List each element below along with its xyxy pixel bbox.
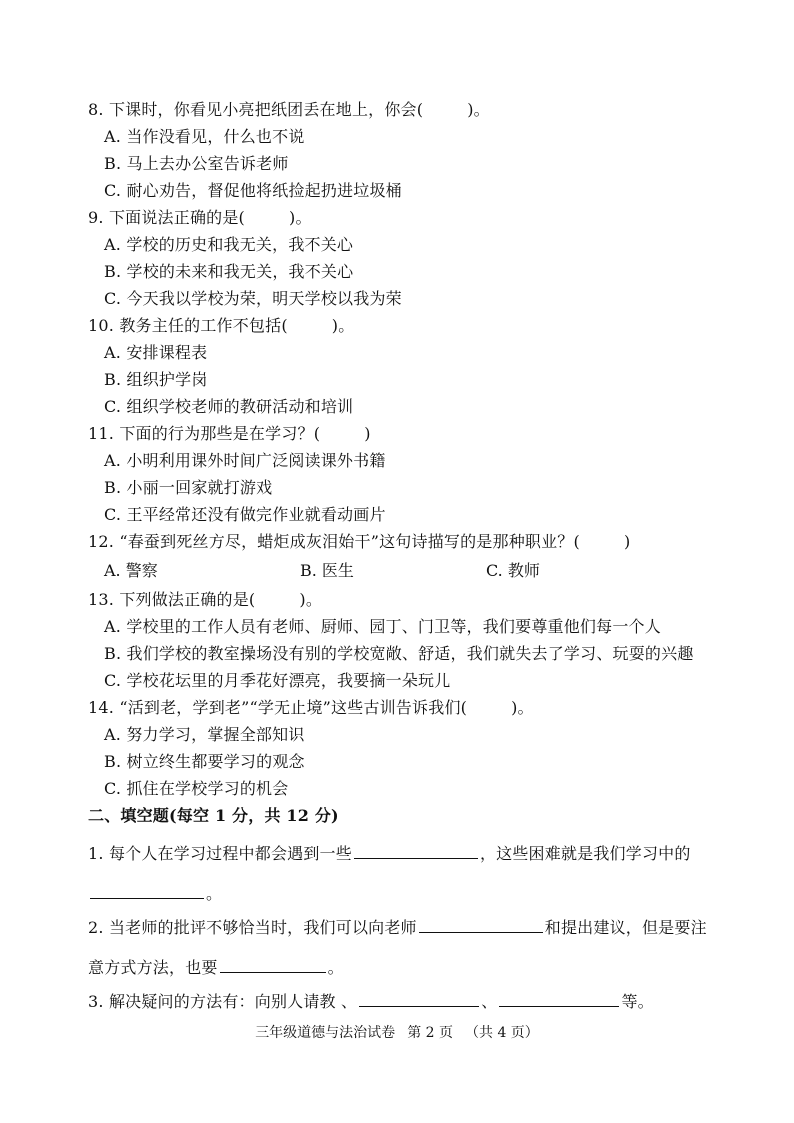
footer-title: 三年级道德与法治试卷 <box>255 1025 396 1041</box>
option: A. 学校里的工作人员有老师、厨师、园丁、门卫等，我们要尊重他们每一个人 <box>104 617 661 636</box>
paren-close: )。 <box>299 590 323 609</box>
option: C. 王平经常还没有做完作业就看动画片 <box>104 505 386 524</box>
question-13 <box>88 590 322 610</box>
fill-question-1-cont <box>88 882 222 904</box>
question-stem: 10. 教务主任的工作不包括( <box>88 316 288 335</box>
option: C. 耐心劝告，督促他将纸捡起扔进垃圾桶 <box>104 181 402 200</box>
fill-text: 1. 每个人在学习过程中都会遇到一些 <box>88 844 352 863</box>
fill-blank[interactable] <box>419 916 543 933</box>
option: A. 努力学习，掌握全部知识 <box>104 725 305 744</box>
fill-blank[interactable] <box>499 990 619 1007</box>
fill-text: 。 <box>206 884 223 903</box>
fill-question-2 <box>88 916 707 938</box>
fill-text: ，这些困难就是我们学习中的 <box>479 844 691 863</box>
paren-close: )。 <box>511 698 534 717</box>
question-stem: 13. 下列做法正确的是( <box>88 590 256 609</box>
option: A. 学校的历史和我无关，我不关心 <box>104 235 354 254</box>
question-10 <box>88 316 354 336</box>
question-14 <box>88 698 534 718</box>
option: C. 教师 <box>486 561 540 580</box>
fill-question-1 <box>88 842 691 864</box>
fill-blank[interactable] <box>354 842 478 859</box>
option: A. 当作没看见，什么也不说 <box>104 127 305 146</box>
option: A. 小明利用课外时间广泛阅读课外书籍 <box>104 451 386 470</box>
option: B. 树立终生都要学习的观念 <box>104 752 305 771</box>
option: B. 我们学校的教室操场没有别的学校宽敞、舒适，我们就失去了学习、玩耍的兴趣 <box>104 644 694 663</box>
fill-question-2-cont <box>88 956 344 978</box>
fill-text: 3. 解决疑问的方法有：向别人请教 、 <box>88 992 358 1011</box>
footer-page: 第 2 页 <box>407 1025 453 1041</box>
option-row <box>104 561 540 581</box>
question-stem: 12. “春蚕到死丝方尽，蜡炬成灰泪始干”这句诗描写的是那种职业？( <box>88 532 580 551</box>
fill-question-3 <box>88 990 654 1012</box>
fill-text: 2. 当老师的批评不够恰当时，我们可以向老师 <box>88 918 417 937</box>
option: B. 学校的未来和我无关，我不关心 <box>104 262 354 281</box>
paren-close: )。 <box>289 208 312 227</box>
paren-close: ) <box>623 532 631 551</box>
option: C. 组织学校老师的教研活动和培训 <box>104 397 354 416</box>
option: A. 警察 <box>104 561 158 580</box>
fill-text: 、 <box>481 992 498 1011</box>
page-footer <box>0 1024 794 1042</box>
fill-text: 。 <box>327 958 344 977</box>
option: B. 马上去办公室告诉老师 <box>104 154 289 173</box>
paren-close: )。 <box>331 316 355 335</box>
paren-close: ) <box>364 424 371 443</box>
question-9 <box>88 208 312 228</box>
footer-total: （共 4 页） <box>465 1025 539 1041</box>
option: C. 学校花坛里的月季花好漂亮，我要摘一朵玩儿 <box>104 671 451 690</box>
option: A. 安排课程表 <box>104 343 208 362</box>
fill-text: 和提出建议，但是要注 <box>544 918 707 937</box>
paren-close: )。 <box>467 100 490 119</box>
option: B. 小丽一回家就打游戏 <box>104 478 273 497</box>
option: B. 医生 <box>300 561 354 580</box>
question-stem: 11. 下面的行为那些是在学习？( <box>88 424 321 443</box>
fill-blank[interactable] <box>220 956 326 973</box>
option: C. 抓住在学校学习的机会 <box>104 779 289 798</box>
question-12 <box>88 532 630 552</box>
fill-blank[interactable] <box>359 990 479 1007</box>
fill-blank[interactable] <box>90 882 204 899</box>
fill-text: 意方式方法，也要 <box>88 958 218 977</box>
fill-text: 等。 <box>621 992 654 1011</box>
option: C. 今天我以学校为荣，明天学校以我为荣 <box>104 289 402 308</box>
section-title: 二、填空题(每空 1 分，共 12 分) <box>88 806 339 825</box>
question-8 <box>88 100 490 120</box>
option: B. 组织护学岗 <box>104 370 208 389</box>
question-stem: 9. 下面说法正确的是( <box>88 208 245 227</box>
question-stem: 14. “活到老，学到老”“学无止境”这些古训告诉我们( <box>88 698 468 717</box>
question-stem: 8. 下课时，你看见小亮把纸团丢在地上，你会( <box>88 100 424 119</box>
question-11 <box>88 424 371 444</box>
